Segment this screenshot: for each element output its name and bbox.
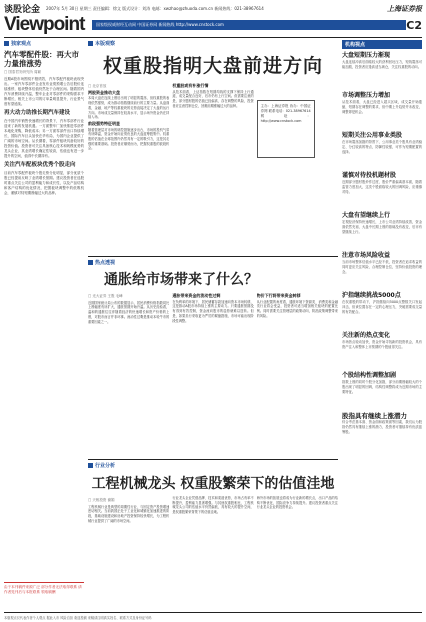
- article-column: [88, 82, 169, 254]
- article-kicker: 权重股或有补涨行情: [172, 83, 209, 88]
- square-bullet-icon: [88, 260, 93, 265]
- main-section-tab: 本版观察: [88, 40, 338, 47]
- left-article-title: 汽车零配件股：再大市力量推涨势: [4, 50, 79, 68]
- section-divider: [88, 256, 338, 257]
- article2-headline: 通胀给市场带来了什么？: [104, 272, 258, 288]
- main-headline: 权重股指明大盘前进方向: [102, 55, 323, 77]
- article2-section-tab: 热点透视: [88, 259, 338, 266]
- item-headline: 个股结构性调整加剧: [342, 372, 397, 379]
- list-item: [342, 412, 422, 449]
- item-headline: 谨慎对待投机题材股: [342, 172, 397, 179]
- issue-meta: 2007年 5月 30日 星期三 责任编辑：徐文 版式设计：刘涛 电邮：xwzhao@zhuoda.com.cn 新闻热线：021-38967614: [46, 5, 264, 11]
- list-item: [342, 92, 422, 129]
- article2-body: [88, 292, 338, 457]
- website-strip: 国家级权威财经互动网 中国证券网 新闻热线 http://www.cnstock.com: [92, 20, 406, 30]
- paper-name: 上海证券报: [387, 3, 422, 13]
- list-item: [342, 252, 422, 289]
- page-number: C2: [406, 18, 422, 32]
- article-kicker: 通胀带来资金的流动性过剩: [172, 293, 221, 298]
- list-item: [342, 292, 422, 329]
- contact-info-box: 主办：上海证券报 协办：中国证券网 联系电话：021-38967614 网址：http://www.cnstock.com: [257, 100, 315, 158]
- article-kicker: 物价下行将带来资金转移: [256, 293, 301, 298]
- square-bullet-icon: [4, 41, 9, 46]
- main-byline: □ 北京首放: [88, 84, 107, 88]
- item-body: 在市场震荡加剧的背景下，公用事业类个股具有业绩稳定、分红较高的特点，防御性较强，可作为短期配置的选择。: [342, 140, 422, 154]
- item-body: 宏观经济保持快速增长，上市公司业绩持续改善，资金面依然充裕，大盘中长期上涨的基础没有改变，后市有望继续上行。: [342, 220, 422, 234]
- left-section-tab: 独家观点: [4, 40, 84, 47]
- article2-byline: □ 光大证券 王胜 毛峰: [88, 294, 123, 298]
- left-byline: □ 国泰君安研究所 周颖: [4, 70, 42, 74]
- article-paragraph: 从技术面看，上证指数在短期均线的支撑下保持上行通道，成交量配合良好，后市仍有上行空间。但需要注意的是，部分题材股的估值已经偏高，存在调整的风险，投资者应注意控制仓位，回避前期涨幅过大的品种。: [172, 89, 254, 108]
- item-body: 大盘连续冲高后面临较大的获利回吐压力，短线震荡可能加剧，投资者应逢高适当减仓，关注权重股的动向。: [342, 60, 422, 69]
- article-column: [257, 496, 338, 592]
- article-paragraph: 行业龙头企业凭借品牌、技术和渠道优势，市场占有率不断提升，盈利能力显著增强。与其他权重股相比，工程机械龙头公司的估值水平仍然偏低，具有较大的提升空间，是权重股繁荣背景下的估值洼地。: [172, 496, 254, 515]
- main-column: [88, 40, 338, 592]
- article-paragraph: 从行业配置的角度看，通胀环境下资源类、消费类和金融类行业将会受益，投资者可适当增加相关板块的配置比例。同时需要关注管理层的政策动向，防范政策调整带来的风险。: [256, 299, 338, 318]
- masthead-bottom-row: [4, 14, 422, 36]
- article-column: [172, 292, 253, 457]
- article-column: [88, 292, 169, 457]
- article-kicker: 两股资金推动大盘: [88, 89, 120, 95]
- item-headline: 股指具有继续上涨潜力: [342, 412, 407, 420]
- article3-byline: □ 天相投资 谢娟: [88, 498, 115, 502]
- masthead-rule: [4, 37, 422, 38]
- article-paragraph: 工程机械行业是典型的周期性行业，与固定资产投资增速密切相关。当前我国正处于工业化和城镇化加速推进的阶段，基础设施建设和房地产投资保持较快增长，为工程机械行业提供了广阔的市场空间。: [88, 504, 170, 523]
- article3-section-tab: 行业分析: [88, 462, 338, 469]
- list-item: [342, 172, 422, 209]
- section-divider: [88, 459, 338, 460]
- list-item: [342, 132, 422, 169]
- left-subhead: 再大动力助推长期汽车建设: [4, 110, 71, 116]
- item-headline: 大盘有望继续上行: [342, 212, 391, 219]
- right-section-header: 机构视点: [342, 40, 422, 49]
- left-paragraph: 目前汽车零配件板块个股走势分化明显，部分优质个股已经提前反映了业绩增长预期。建议投资者在选股时重点关注公司的盈利能力和成长性，以及产品结构和客户结构的优化情况，把握板块调整中的低吸机会，谨慎对待短期涨幅过大的品种。: [4, 171, 84, 195]
- item-headline: 大盘短期压力渐现: [342, 52, 391, 59]
- article-paragraph: 近期国家统计局公布的数据显示，居民消费价格指数同比上涨幅度有所扩大，通胀预期开始升温。从历史经验看，温和的通胀往往伴随着经济的快速增长和资产价格的上涨，对股市而言并非坏事。流动性过剩是推动本轮牛市的重要因素之一。: [88, 300, 170, 324]
- item-body: 综合考虑基本面、资金面和政策面等因素，我们认为股指仍然具有继续上涨的潜力，投资者可继续持有优质蓝筹股。: [342, 420, 422, 434]
- list-item: [342, 212, 422, 249]
- article3-headline: 工程机械龙头 权重股繁荣下的估值洼地: [91, 476, 335, 492]
- item-body: 近期部分题材股炒作过度，股价严重偏离基本面，随着监管力度加大，这类个股面临较大的回调风险，应谨慎对待。: [342, 180, 422, 194]
- left-paragraph: 近期A股市场围绕不错绩效，汽车零配件板块表现突出。一家汽车零部件企业发布业绩预增公告后股价连续涨停，板块整体估值仍然处于合理区间。随着国内汽车消费持续升温，整车企业对零部件的采购需求不断增长，相关上市公司的订单量明显提升，行业景气度有望延续。: [4, 77, 84, 106]
- right-column: [342, 40, 422, 608]
- article-paragraph: 本周大盘在连续上涨后出现了明显的震荡，但权重股的表现依然强势，成为推动指数继续前行的主要力量。从盘面看，金融、地产等权重板块的走势直接决定了大盘的运行方向。市场成交量保持在较高水平，显示场外资金仍在持续入场。: [88, 96, 170, 120]
- item-headline: 注意市场风险收益: [342, 252, 391, 259]
- square-bullet-icon: [88, 41, 93, 46]
- list-item: [342, 332, 422, 369]
- article-paragraph: 在负利率的环境下，居民储蓄存款加速向资本市场转移，这是推动A股市场持续上涨的主要动力。只要通胀预期没有得到有效控制，资金流向股市的趋势就难以逆转。但是，如果央行采取更为严厉的紧缩措施，市场可能出现阶段性调整。: [172, 299, 254, 323]
- viewpoint-logo: Viewpoint: [4, 14, 85, 35]
- left-notice-box: 由于本刊稿件来源广泛 部分作者无法取得联系 请作者见刊后与本报联系 领取稿酬: [4, 582, 84, 608]
- main-article-body: [88, 82, 338, 254]
- article-column: [172, 82, 253, 254]
- item-headline: 沪指继续挑战5000点: [342, 292, 401, 299]
- square-bullet-icon: [88, 463, 93, 468]
- item-body: 在权重股的带动下，沪指继续向5000点整数关口发起冲击，但该位置存在一定的心理压力，突破需要成交量的有效配合。: [342, 300, 422, 314]
- item-headline: 市场调整压力增加: [342, 92, 391, 99]
- list-item: [342, 372, 422, 409]
- masthead-top-row: [4, 3, 422, 14]
- item-headline: 关注新的热点变化: [342, 332, 391, 339]
- article-paragraph: 海外市场的拓展也将成为行业新的增长点，出口产品的结构不断优化，国际竞争力持续提升。建议投资者重点关注行业龙头企业的投资机会。: [256, 496, 338, 510]
- list-item: [342, 52, 422, 89]
- article3-body: [88, 496, 338, 592]
- left-paragraph: 在中国汽车销售快速增长的背景下，汽车零部件行业迎来了新的发展机遇。一方面整车厂加快推进零部件本地化采购，降低成本；另一方面零部件出口持续增长，国际汽车巨头加快在华布局，为国内企业提供了广阔的市场空间。从长期看，零部件板块具备较好的投资价值。投资者可关注具备核心技术和规模优势的龙头企业，其业绩增长确定性较高，估值也有进一步提升的空间，值得中长期持有。: [4, 119, 84, 158]
- item-headline: 短期关注公用事业类股: [342, 132, 403, 139]
- article-kicker: 前段强势特征明显: [88, 120, 120, 126]
- masthead: [4, 3, 422, 37]
- section-name: 谈股论金: [4, 5, 41, 15]
- item-body: 当前市场整体估值水平已经不低，投资者在追求收益的同时更应关注风险，合理控制仓位，坚持价值投资的理念。: [342, 260, 422, 274]
- article-column: [257, 82, 338, 254]
- article-column: [172, 496, 253, 592]
- item-body: 市场热点轮动加快，资金开始寻找新的投资机会，具有资产注入和整体上市预期的个股值得关注。: [342, 340, 422, 349]
- article-column: [257, 292, 338, 457]
- item-body: 从技术面看，大盘已经进入超买区域，成交量开始萎缩，短期存在调整的要求，但中期上升趋势并未改变，调整即是机会。: [342, 100, 422, 114]
- article-paragraph: 随着管理层对市场的调控措施逐步出台，市场的投机气氛有所降温，资金开始向业绩优良的大盘蓝筹股集中。权重股的估值在全球范围内仍然具有一定的吸引力，这是其走强的重要基础。投资者应顺势而为，把握权重股的波段机会。: [88, 127, 170, 151]
- article-column: [88, 496, 169, 592]
- item-body: 指数上涨的同时个股分化加剧，部分前期涨幅较大的个股出现了明显的回调，结构性调整将成为近期市场的主要特征。: [342, 380, 422, 394]
- left-subhead: 关注汽车配板块优秀个股走向: [4, 162, 76, 168]
- left-column: [4, 40, 84, 608]
- page-footer: 本版观点仅代表作者个人观点 据此入市 风险自担 欢迎投稿 来稿请注明真实姓名、联系方式及身份证号码: [4, 612, 422, 620]
